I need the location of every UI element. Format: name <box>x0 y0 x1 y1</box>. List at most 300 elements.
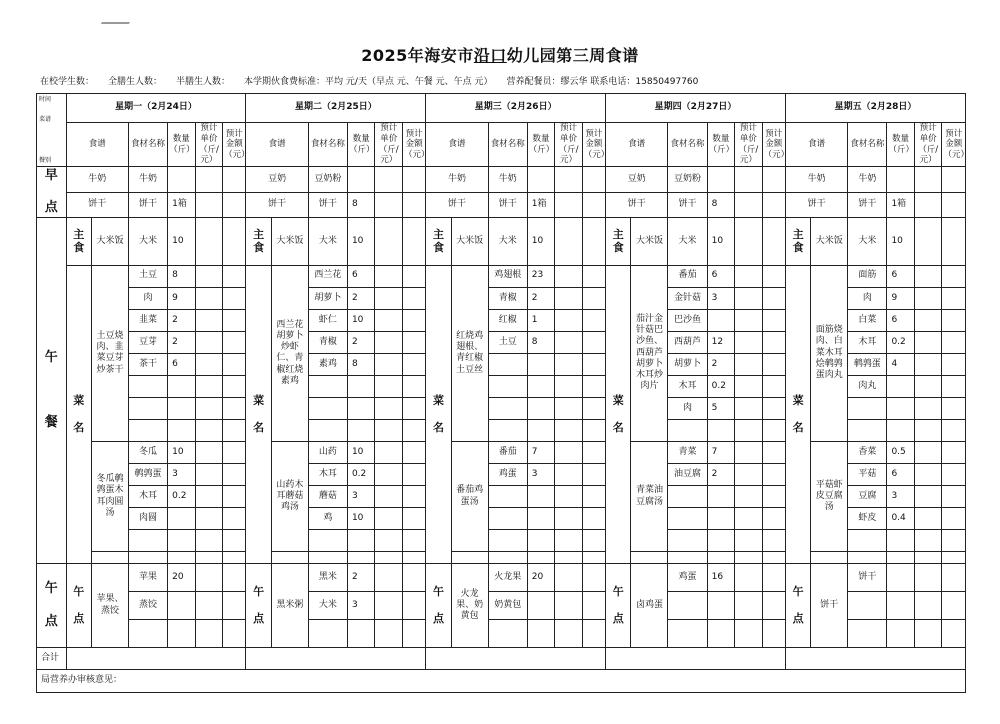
ingredient-name <box>488 397 527 419</box>
recipe-name: 黑米粥 <box>271 564 308 647</box>
ingredient-name: 饼干 <box>488 192 527 218</box>
day-header: 星期二（2月25日） <box>246 94 426 123</box>
quantity: 10 <box>707 218 735 265</box>
recipe-name <box>91 552 128 564</box>
amount <box>223 564 246 592</box>
amount <box>762 419 785 441</box>
amount <box>582 441 605 463</box>
quantity: 10 <box>168 441 196 463</box>
quantity: 23 <box>527 265 555 287</box>
col-header: 数量（斤） <box>527 122 555 167</box>
amount <box>582 530 605 552</box>
unit-price <box>914 331 942 353</box>
quantity <box>168 619 196 647</box>
recipe-name: 面筋烧肉、白菜木耳烩鹌鹑蛋肉丸 <box>811 265 848 441</box>
total-cell <box>426 647 606 670</box>
amount <box>762 218 785 265</box>
unit-price <box>555 265 583 287</box>
amount <box>223 552 246 564</box>
amount <box>223 265 246 287</box>
amount <box>942 265 966 287</box>
amount <box>762 331 785 353</box>
unit-price <box>914 167 942 193</box>
dish-label: 菜 名 <box>246 265 271 564</box>
quantity <box>347 552 375 564</box>
ingredient-name <box>308 530 347 552</box>
ingredient-name: 西葫芦 <box>668 331 707 353</box>
quantity <box>168 397 196 419</box>
amount <box>223 508 246 530</box>
unit-price <box>914 592 942 620</box>
amount <box>762 463 785 485</box>
unit-price <box>375 486 403 508</box>
ingredient-name: 青椒 <box>488 287 527 309</box>
amount <box>402 265 425 287</box>
amount <box>223 530 246 552</box>
amount <box>223 463 246 485</box>
ingredient-name: 鹌鹑蛋 <box>129 463 168 485</box>
unit-price <box>735 592 763 620</box>
recipe-name: 饼干 <box>426 192 488 218</box>
recipe-name: 青菜油豆腐汤 <box>631 441 668 551</box>
ingredient-name: 虾仁 <box>308 309 347 331</box>
info-field: 本学期伙食费标准：平均 元/天（早点 元、午餐 元、午点 元） <box>244 77 493 87</box>
col-header: 食材名称 <box>129 122 168 167</box>
ingredient-name <box>668 592 707 620</box>
quantity <box>168 592 196 620</box>
recipe-name: 豆奶 <box>606 167 668 193</box>
unit-price <box>914 508 942 530</box>
unit-price <box>555 192 583 218</box>
unit-price <box>195 397 223 419</box>
info-field: 半膳生人数： <box>176 77 231 87</box>
quantity: 0.2 <box>347 463 375 485</box>
recipe-name: 冬瓜鹌鹑蛋木耳肉圆汤 <box>91 441 128 551</box>
unit-price <box>195 419 223 441</box>
col-header: 预计金额（元） <box>402 122 425 167</box>
amount <box>582 265 605 287</box>
ingredient-name <box>129 619 168 647</box>
ingredient-name: 巴沙鱼 <box>668 309 707 331</box>
ingredient-name: 番茄 <box>668 265 707 287</box>
ingredient-name: 大米 <box>848 218 887 265</box>
corner-type: 餐别 <box>39 156 52 164</box>
amount <box>402 592 425 620</box>
meal-snack: 午 点 <box>37 564 67 647</box>
col-header: 预计金额（元） <box>942 122 966 167</box>
amount <box>223 287 246 309</box>
unit-price <box>375 530 403 552</box>
ingredient-name <box>488 619 527 647</box>
ingredient-name: 大米 <box>668 218 707 265</box>
unit-price <box>375 167 403 193</box>
quantity <box>347 419 375 441</box>
quantity <box>527 419 555 441</box>
quantity <box>527 486 555 508</box>
amount <box>942 192 966 218</box>
unit-price <box>195 375 223 397</box>
recipe-name: 大米饭 <box>271 218 308 265</box>
quantity <box>347 530 375 552</box>
quantity <box>347 167 375 193</box>
amount <box>582 218 605 265</box>
amount <box>402 530 425 552</box>
ingredient-name: 茶干 <box>129 353 168 375</box>
amount <box>582 619 605 647</box>
scan-artifact <box>98 22 130 29</box>
unit-price <box>375 564 403 592</box>
quantity: 8 <box>347 353 375 375</box>
amount <box>762 167 785 193</box>
unit-price <box>914 218 942 265</box>
recipe-name <box>631 552 668 564</box>
quantity: 20 <box>168 564 196 592</box>
quantity: 1箱 <box>887 192 915 218</box>
unit-price <box>555 441 583 463</box>
col-header: 预计单价（斤/元） <box>195 122 223 167</box>
ingredient-name: 大米 <box>308 592 347 620</box>
amount <box>223 218 246 265</box>
amount <box>582 397 605 419</box>
unit-price <box>555 309 583 331</box>
amount <box>582 167 605 193</box>
ingredient-name: 肉 <box>668 397 707 419</box>
quantity <box>347 375 375 397</box>
amount <box>582 331 605 353</box>
ingredient-name: 饼干 <box>129 192 168 218</box>
ingredient-name: 火龙果 <box>488 564 527 592</box>
ingredient-name: 土豆 <box>129 265 168 287</box>
quantity: 3 <box>527 463 555 485</box>
unit-price <box>555 375 583 397</box>
quantity: 8 <box>527 331 555 353</box>
recipe-name: 饼干 <box>811 564 848 647</box>
unit-price <box>195 167 223 193</box>
recipe-name: 大米饭 <box>811 218 848 265</box>
amount <box>402 508 425 530</box>
unit-price <box>555 353 583 375</box>
ingredient-name <box>488 419 527 441</box>
unit-price <box>555 419 583 441</box>
ingredient-name: 韭菜 <box>129 309 168 331</box>
unit-price <box>195 353 223 375</box>
ingredient-name: 大米 <box>129 218 168 265</box>
quantity: 6 <box>168 353 196 375</box>
unit-price <box>555 592 583 620</box>
quantity <box>887 592 915 620</box>
unit-price <box>375 192 403 218</box>
amount <box>223 441 246 463</box>
amount <box>223 375 246 397</box>
recipe-name: 牛奶 <box>785 167 847 193</box>
info-line <box>40 74 970 87</box>
amount <box>762 353 785 375</box>
amount <box>402 192 425 218</box>
quantity <box>168 508 196 530</box>
ingredient-name <box>129 530 168 552</box>
snack-label: 午 点 <box>246 564 271 647</box>
quantity: 6 <box>887 309 915 331</box>
col-header: 食材名称 <box>308 122 347 167</box>
quantity: 10 <box>887 218 915 265</box>
col-header-recipe: 食谱 <box>785 122 847 167</box>
amount <box>582 287 605 309</box>
quantity <box>527 619 555 647</box>
quantity: 3 <box>887 486 915 508</box>
ingredient-name: 番茄 <box>488 441 527 463</box>
amount <box>582 419 605 441</box>
unit-price <box>375 619 403 647</box>
quantity: 2 <box>527 287 555 309</box>
unit-price <box>735 218 763 265</box>
ingredient-name: 青菜 <box>668 441 707 463</box>
quantity <box>168 375 196 397</box>
col-header: 数量（斤） <box>887 122 915 167</box>
unit-price <box>914 375 942 397</box>
amount <box>402 397 425 419</box>
page-title: 2025年海安市沿口幼儿园第三周食谱 <box>361 46 639 65</box>
quantity <box>168 419 196 441</box>
amount <box>762 619 785 647</box>
col-header: 数量（斤） <box>168 122 196 167</box>
recipe-name: 平菇虾皮豆腐汤 <box>811 441 848 551</box>
ingredient-name <box>848 530 887 552</box>
dish-label: 菜 名 <box>426 265 451 564</box>
ingredient-name: 豆奶粉 <box>308 167 347 193</box>
ingredient-name: 面筋 <box>848 265 887 287</box>
ingredient-name: 鸡 <box>308 508 347 530</box>
col-header: 数量（斤） <box>347 122 375 167</box>
quantity: 6 <box>707 265 735 287</box>
ingredient-name: 饼干 <box>668 192 707 218</box>
ingredient-name: 蒸饺 <box>129 592 168 620</box>
total-cell <box>785 647 965 670</box>
quantity: 10 <box>168 218 196 265</box>
ingredient-name: 西兰花 <box>308 265 347 287</box>
quantity: 4 <box>887 353 915 375</box>
ingredient-name: 鸡翅根 <box>488 265 527 287</box>
quantity <box>527 353 555 375</box>
quantity: 0.2 <box>168 486 196 508</box>
amount <box>762 508 785 530</box>
quantity: 12 <box>707 331 735 353</box>
col-header: 食材名称 <box>848 122 887 167</box>
unit-price <box>195 287 223 309</box>
unit-price <box>375 592 403 620</box>
ingredient-name: 青椒 <box>308 331 347 353</box>
amount <box>762 564 785 592</box>
quantity <box>527 508 555 530</box>
unit-price <box>735 552 763 564</box>
total-cell <box>606 647 786 670</box>
unit-price <box>735 463 763 485</box>
ingredient-name: 豆腐 <box>848 486 887 508</box>
day-header: 星期四（2月27日） <box>606 94 786 123</box>
amount <box>402 309 425 331</box>
quantity: 10 <box>347 218 375 265</box>
amount <box>582 564 605 592</box>
unit-price <box>735 486 763 508</box>
ingredient-name <box>308 419 347 441</box>
unit-price <box>375 331 403 353</box>
corner-time: 时间 <box>39 96 52 103</box>
amount <box>582 192 605 218</box>
amount <box>223 331 246 353</box>
unit-price <box>195 552 223 564</box>
unit-price <box>555 331 583 353</box>
ingredient-name: 牛奶 <box>848 167 887 193</box>
unit-price <box>555 486 583 508</box>
unit-price <box>914 309 942 331</box>
amount <box>942 441 966 463</box>
quantity: 10 <box>347 441 375 463</box>
quantity: 2 <box>707 353 735 375</box>
unit-price <box>195 441 223 463</box>
unit-price <box>555 218 583 265</box>
unit-price <box>735 619 763 647</box>
quantity <box>887 530 915 552</box>
snack-label: 午 点 <box>606 564 631 647</box>
amount <box>582 508 605 530</box>
quantity <box>527 552 555 564</box>
ingredient-name: 鸡蛋 <box>488 463 527 485</box>
unit-price <box>914 287 942 309</box>
recipe-name: 大米饭 <box>631 218 668 265</box>
col-header: 食材名称 <box>488 122 527 167</box>
unit-price <box>735 530 763 552</box>
quantity <box>707 419 735 441</box>
quantity: 1箱 <box>168 192 196 218</box>
ingredient-name: 肉圆 <box>129 508 168 530</box>
meal-breakfast: 早 点 <box>37 167 67 218</box>
quantity <box>707 167 735 193</box>
ingredient-name: 牛奶 <box>488 167 527 193</box>
ingredient-name: 平菇 <box>848 463 887 485</box>
recipe-name: 豆奶 <box>246 167 308 193</box>
unit-price <box>375 265 403 287</box>
ingredient-name <box>668 530 707 552</box>
quantity: 3 <box>168 463 196 485</box>
amount <box>942 419 966 441</box>
total-label: 合计 <box>37 647 67 670</box>
quantity: 3 <box>347 486 375 508</box>
unit-price <box>375 508 403 530</box>
ingredient-name: 大米 <box>488 218 527 265</box>
unit-price <box>555 508 583 530</box>
ingredient-name: 大米 <box>308 218 347 265</box>
unit-price <box>735 397 763 419</box>
amount <box>942 397 966 419</box>
ingredient-name <box>668 486 707 508</box>
col-header-recipe: 食谱 <box>426 122 488 167</box>
ingredient-name <box>488 486 527 508</box>
quantity: 3 <box>347 592 375 620</box>
unit-price <box>735 441 763 463</box>
col-header-recipe: 食谱 <box>66 122 128 167</box>
quantity: 8 <box>168 265 196 287</box>
quantity: 10 <box>347 309 375 331</box>
ingredient-name <box>668 508 707 530</box>
ingredient-name <box>668 619 707 647</box>
ingredient-name <box>308 552 347 564</box>
amount <box>762 265 785 287</box>
quantity <box>527 375 555 397</box>
recipe-name <box>271 552 308 564</box>
col-header: 预计金额（元） <box>223 122 246 167</box>
amount <box>402 463 425 485</box>
amount <box>762 397 785 419</box>
amount <box>942 353 966 375</box>
ingredient-name: 蘑菇 <box>308 486 347 508</box>
quantity: 3 <box>707 287 735 309</box>
ingredient-name <box>308 397 347 419</box>
quantity: 6 <box>347 265 375 287</box>
quantity <box>707 486 735 508</box>
recipe-name: 西兰花胡萝卜炒虾仁、青椒红烧素鸡 <box>271 265 308 441</box>
amount <box>402 552 425 564</box>
ingredient-name <box>488 552 527 564</box>
amount <box>762 375 785 397</box>
col-header: 预计单价（斤/元） <box>914 122 942 167</box>
quantity: 7 <box>707 441 735 463</box>
unit-price <box>914 419 942 441</box>
unit-price <box>735 265 763 287</box>
ingredient-name: 白菜 <box>848 309 887 331</box>
unit-price <box>914 265 942 287</box>
ingredient-name <box>488 508 527 530</box>
ingredient-name: 奶黄包 <box>488 592 527 620</box>
unit-price <box>195 309 223 331</box>
quantity: 1 <box>527 309 555 331</box>
unit-price <box>735 309 763 331</box>
unit-price <box>914 441 942 463</box>
col-header: 预计金额（元） <box>762 122 785 167</box>
info-field: 营养配餐员：缪云华 联系电话：15850497760 <box>506 77 699 87</box>
recipe-name: 牛奶 <box>66 167 128 193</box>
staple-label: 主 食 <box>785 218 810 265</box>
unit-price <box>555 463 583 485</box>
ingredient-name: 豆奶粉 <box>668 167 707 193</box>
quantity <box>707 552 735 564</box>
unit-price <box>735 564 763 592</box>
info-field: 在校学生数： <box>40 77 95 87</box>
ingredient-name: 鸡蛋 <box>668 564 707 592</box>
recipe-name: 番茄鸡蛋汤 <box>451 441 488 551</box>
recipe-name: 牛奶 <box>426 167 488 193</box>
ingredient-name: 油豆腐 <box>668 463 707 485</box>
unit-price <box>735 419 763 441</box>
ingredient-name <box>668 552 707 564</box>
col-header: 食材名称 <box>668 122 707 167</box>
ingredient-name <box>668 419 707 441</box>
amount <box>402 375 425 397</box>
recipe-name: 饼干 <box>246 192 308 218</box>
quantity: 10 <box>347 508 375 530</box>
staple-label: 主 食 <box>246 218 271 265</box>
amount <box>223 397 246 419</box>
amount <box>762 486 785 508</box>
quantity: 20 <box>527 564 555 592</box>
amount <box>942 508 966 530</box>
quantity: 6 <box>887 463 915 485</box>
quantity <box>887 419 915 441</box>
staple-label: 主 食 <box>426 218 451 265</box>
ingredient-name: 虾皮 <box>848 508 887 530</box>
quantity: 2 <box>707 463 735 485</box>
day-header: 星期五（2月28日） <box>785 94 965 123</box>
unit-price <box>735 287 763 309</box>
quantity <box>707 530 735 552</box>
